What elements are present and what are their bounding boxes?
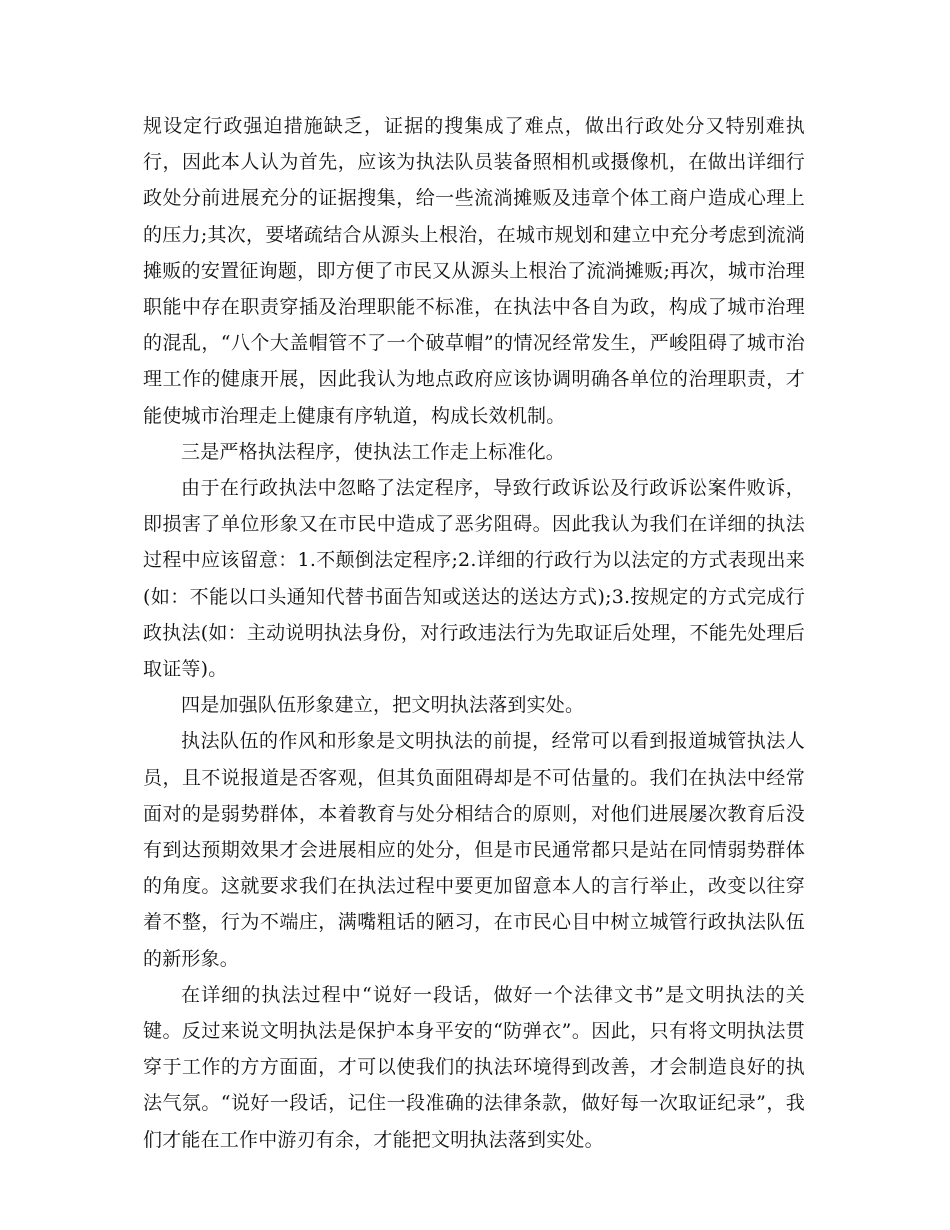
paragraph-4-heading: 四是加强队伍形象建立，把文明执法落到实处。 bbox=[181, 694, 585, 717]
document-body bbox=[143, 108, 805, 1158]
paragraph-6: 在详细的执法过程中“说好一段话，做好一个法律文书”是文明执法的关键。反过来说文明执法是保护本身平安的“防弹衣”。因此，只有将文明执法贯穿于工作的方方面面，才可以使我们的执法环境得到改善，才会制造良好的执法气氛。“说好一段话，记住一段准确的法律条款，做好每一次取证纪录”，我们才能在工作中游刃有余，才能把文明执法落到实处。 bbox=[143, 983, 805, 1151]
paragraph-3: 由于在行政执法中忽略了法定程序，导致行政诉讼及行政诉讼案件败诉，即损害了单位形象又在市民中造成了恶劣阻碍。因此我认为我们在详细的执法过程中应该留意：1.不颠倒法定程序;2.详细的行政行为以法定的方式表现出来(如：不能以口头通知代替书面告知或送达的送达方式);3.按规定的方式完成行政执法(如：主动说明执法身份，对行政违法行为先取证后处理，不能先处理后取证等)。 bbox=[143, 477, 805, 681]
paragraph-2-heading: 三是严格执法程序，使执法工作走上标准化。 bbox=[181, 440, 566, 463]
paragraph-1: 规设定行政强迫措施缺乏，证据的搜集成了难点，做出行政处分又特别难执行，因此本人认为首先，应该为执法队员装备照相机或摄像机，在做出详细行政处分前进展充分的证据搜集，给一些流淌摊贩及违章个体工商户造成心理上的压力;其次，要堵疏结合从源头上根治，在城市规划和建立中充分考虑到流淌摊贩的安置征询题，即方便了市民又从源头上根治了流淌摊贩;再次，城市治理职能中存在职责穿插及治理职能不标准，在执法中各自为政，构成了城市治理的混乱，“八个大盖帽管不了一个破草帽”的情况经常发生，严峻阻碍了城市治理工作的健康开展，因此我认为地点政府应该协调明确各单位的治理职责，才能使城市治理走上健康有序轨道，构成长效机制。 bbox=[143, 115, 805, 427]
paragraph-5: 执法队伍的作风和形象是文明执法的前提，经常可以看到报道城管执法人员，且不说报道是否客观，但其负面阻碍却是不可估量的。我们在执法中经常面对的是弱势群体，本着教育与处分相结合的原则，对他们进展屡次教育后没有到达预期效果才会进展相应的处分，但是市民通常都只是站在同情弱势群体的角度。这就要求我们在执法过程中要更加留意本人的言行举止，改变以往穿着不整，行为不端庄，满嘴粗话的陋习，在市民心目中树立城管行政执法队伍的新形象。 bbox=[143, 730, 805, 970]
